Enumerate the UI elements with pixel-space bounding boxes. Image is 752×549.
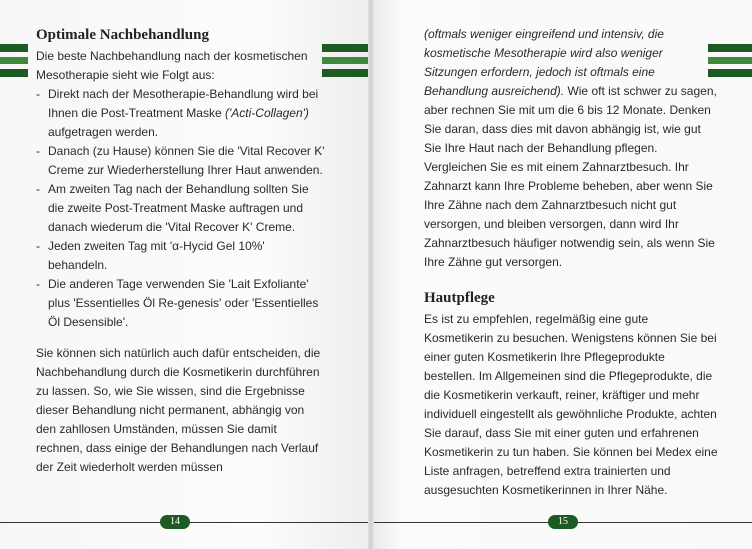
left-page bbox=[0, 0, 372, 549]
book-gutter bbox=[368, 0, 374, 549]
page-number-right: 15 bbox=[548, 515, 578, 529]
page-number-left: 14 bbox=[160, 515, 190, 529]
left-page-text bbox=[36, 25, 326, 477]
right-page-text bbox=[424, 25, 719, 500]
hautpflege-paragraph: Es ist zu empfehlen, regelmäßig eine gute Kosmetikerin zu besuchen. Wenigstens können Sie bei einer guten Kosmetikerin Ihre Pflegeprodukte bestellen. Im Allgemeinen sind die Pflegeprodukte, die die Kosmetikerin verkauft, reiner, kräftiger und mehr individuell eingestellt als gewöhnliche Produkte, achten Sie darauf, dass Sie mit einer guten und erfahrenen Kosmetikerin zu tun haben. Sie können bei Medex eine Liste anfragen, betreffend extra trainierten und ausgesuchten Kosmetikerinnen in Ihrer Nähe. bbox=[424, 312, 718, 497]
list-item: - Direkt nach der Mesotherapie-Behandlung wird bei Ihnen die Post-Treatment Maske ('Acti-Collagen') aufgetragen werden. bbox=[36, 85, 326, 142]
section-heading-hautpflege: Hautpflege bbox=[424, 290, 495, 306]
list-item: - Die anderen Tage verwenden Sie 'Lait Exfoliante' plus 'Essentielles Öl Re-genesis' oder 'Essentielles Öl Desensible'. bbox=[36, 275, 326, 332]
section-heading-nachbehandlung: Optimale Nachbehandlung bbox=[36, 27, 209, 43]
footer-rule-left-b bbox=[190, 522, 370, 523]
left-edge-stripes bbox=[0, 44, 28, 77]
list-item: - Danach (zu Hause) können Sie die 'Vital Recover K' Creme zur Wiederherstellung Ihrer Haut anwenden. bbox=[36, 142, 326, 180]
list-item: - Jeden zweiten Tag mit 'α-Hycid Gel 10%' behandeln. bbox=[36, 237, 326, 275]
right-page bbox=[372, 0, 752, 549]
intro-paragraph: Die beste Nachbehandlung nach der kosmetischen Mesotherapie sieht wie Folgt aus: bbox=[36, 49, 308, 82]
continued-paragraph: (oftmals weniger eingreifend und intensiv, die kosmetische Mesotherapie wird also weniger Sitzungen erfordern, jedoch ist oftmals eine Behandlung ausreichend). Wie oft ist schwer zu sagen, aber rechnen Sie mit um die 6 bis 12 Monate. Denken Sie daran, dass dies mit davon abhängig ist, wie gut Sie Ihre Haut nach der Behandlung pflegen. Vergleichen Sie es mit einem Zahnarztbesuch. Ihr Zahnarzt kann Ihre Probleme beheben, aber wenn Sie Ihre Zähne nach dem Zahnarztbesuch nicht gut versorgen, und bleiben versorgen, dann wird Ihr Zahnarztbesuch häufiger notwendig sein, als wenn Sie Ihre Zähne gut versorgen. bbox=[424, 27, 717, 269]
footer-rule-right-b bbox=[578, 522, 752, 523]
left-inner-stripes bbox=[322, 44, 368, 77]
footer-rule-right-a bbox=[372, 522, 548, 523]
list-item: - Am zweiten Tag nach der Behandlung sollten Sie die zweite Post-Treatment Maske auftragen und danach wiederum die 'Vital Recover K' Creme. bbox=[36, 180, 326, 237]
footer-rule-left-a bbox=[0, 522, 160, 523]
closing-paragraph: Sie können sich natürlich auch dafür entscheiden, die Nachbehandlung durch die Kosmetikerin durchführen zu lassen. So, wie Sie wissen, sind die Ergebnisse dieser Behandlung nicht permanent, abhängig von den zahllosen Umständen, müssen Sie damit rechnen, dass einige der Behandlungen nach Verlauf der Zeit wiederholt werden müssen bbox=[36, 346, 321, 474]
aftercare-list bbox=[36, 85, 326, 332]
